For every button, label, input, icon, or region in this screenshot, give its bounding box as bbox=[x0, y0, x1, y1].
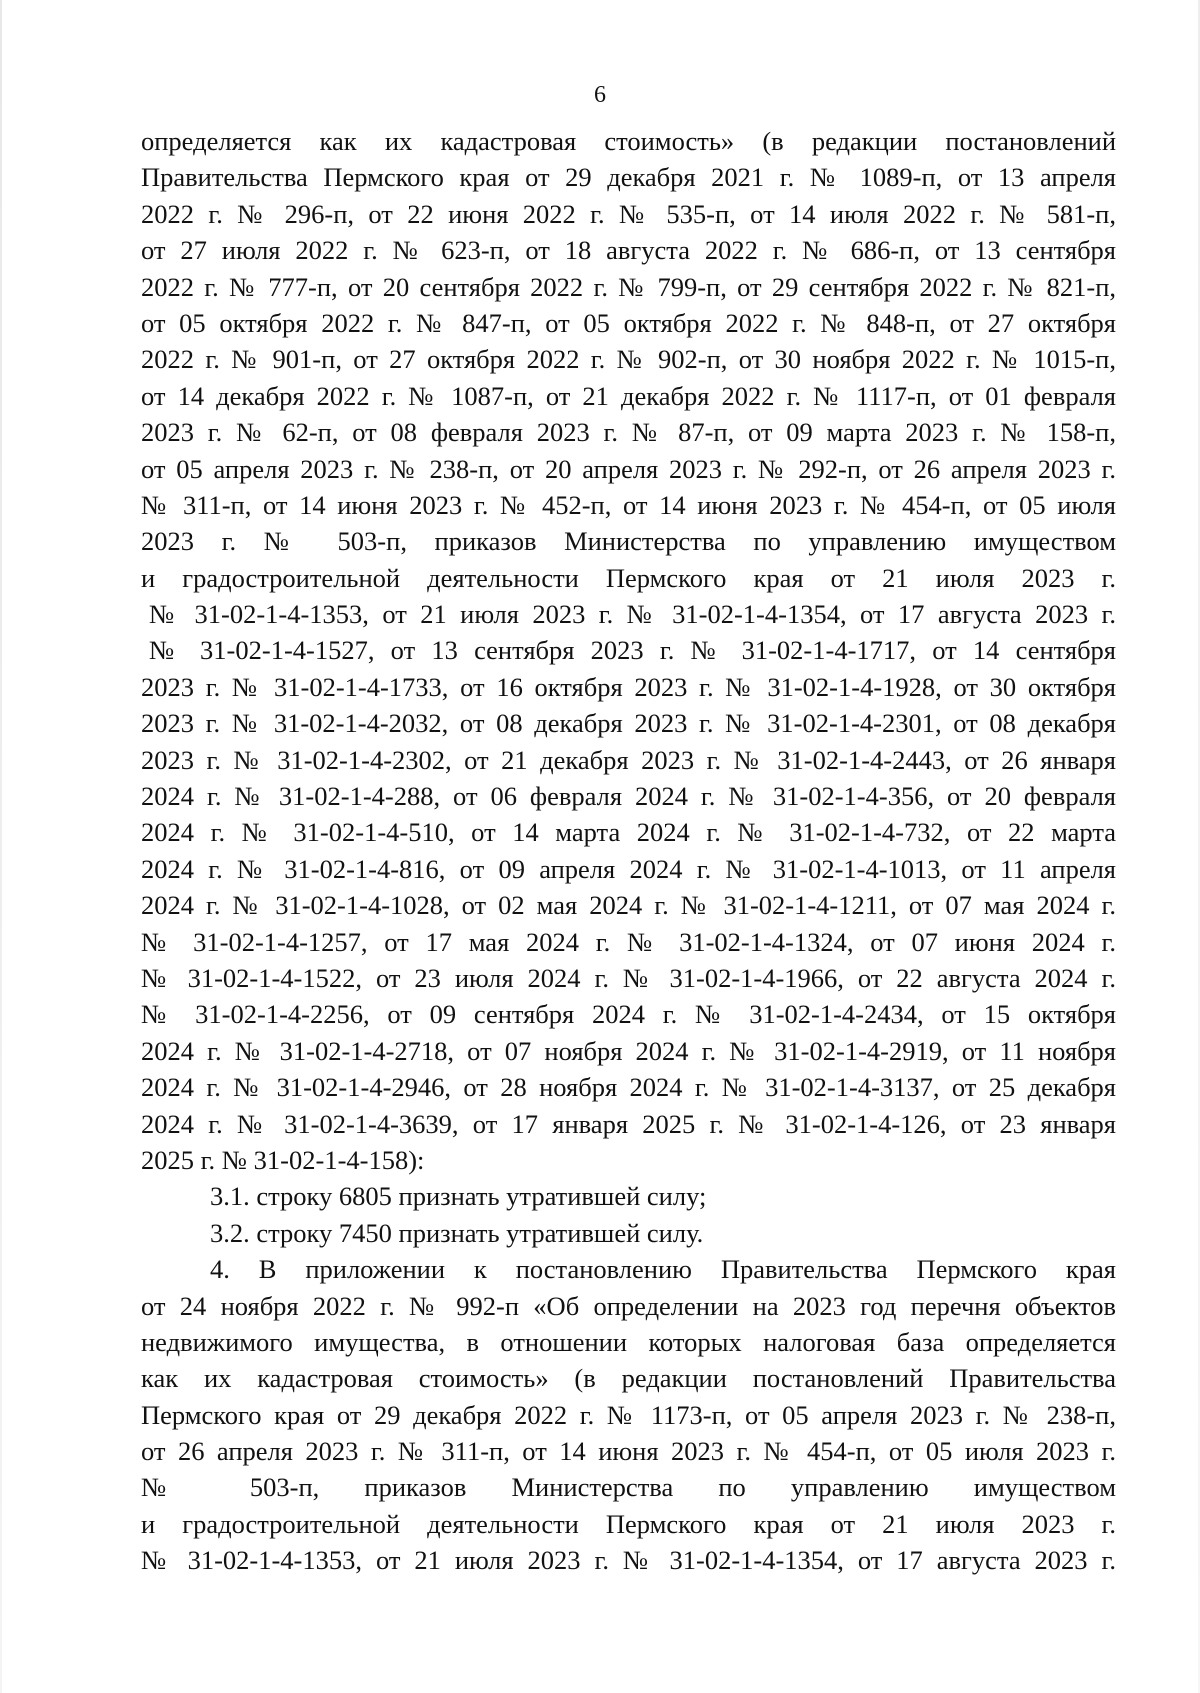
text-line: 2022 г. № 901-п, от 27 октября 2022 г. № 902-п, от 30 ноября 2022 г. № 1015-п, bbox=[141, 344, 1116, 375]
text-line: 2023 г. № 31-02-1-4-2032, от 08 декабря 2023 г. № 31-02-1-4-2301, от 08 декабря bbox=[141, 708, 1116, 739]
text-line: и градостроительной деятельности Пермского края от 21 июля 2023 г. bbox=[141, 562, 1116, 593]
text-line: 2024 г. № 31-02-1-4-2718, от 07 ноября 2024 г. № 31-02-1-4-2919, от 11 ноября bbox=[141, 1035, 1116, 1066]
text-line: 2022 г. № 777-п, от 20 сентября 2022 г. № 799-п, от 29 сентября 2022 г. № 821-п, bbox=[141, 271, 1116, 302]
scan-edge-left bbox=[0, 0, 2, 1693]
text-line: 2024 г. № 31-02-1-4-510, от 14 марта 2024 г. № 31-02-1-4-732, от 22 марта bbox=[141, 817, 1116, 848]
text-line: 2024 г. № 31-02-1-4-288, от 06 февраля 2024 г. № 31-02-1-4-356, от 20 февраля bbox=[141, 781, 1116, 812]
text-line: от 05 апреля 2023 г. № 238-п, от 20 апреля 2023 г. № 292-п, от 26 апреля 2023 г. bbox=[141, 453, 1116, 484]
text-line: № 503-п, приказов Министерства по управлению имуществом bbox=[141, 1472, 1116, 1503]
text-line: № 31-02-1-4-1353, от 21 июля 2023 г. № 31-02-1-4-1354, от 17 августа 2023 г. bbox=[149, 599, 1116, 630]
text-line: от 05 октября 2022 г. № 847-п, от 05 октября 2022 г. № 848-п, от 27 октября bbox=[141, 307, 1116, 338]
text-line: от 14 декабря 2022 г. № 1087-п, от 21 декабря 2022 г. № 1117-п, от 01 февраля bbox=[141, 380, 1116, 411]
text-line: как их кадастровая стоимость» (в редакции постановлений Правительства bbox=[141, 1363, 1116, 1394]
list-item: 3.1. строку 6805 признать утратившей силу; bbox=[210, 1181, 707, 1212]
text-line: от 27 июля 2022 г. № 623-п, от 18 августа 2022 г. № 686-п, от 13 сентября bbox=[141, 235, 1116, 266]
text-line: и градостроительной деятельности Пермского края от 21 июля 2023 г. bbox=[141, 1508, 1116, 1539]
paragraph-start: 4. В приложении к постановлению Правительства Пермского края bbox=[210, 1254, 1116, 1285]
text-line: № 31-02-1-4-2256, от 09 сентября 2024 г. № 31-02-1-4-2434, от 15 октября bbox=[141, 999, 1116, 1030]
text-line: Правительства Пермского края от 29 декабря 2021 г. № 1089-п, от 13 апреля bbox=[141, 162, 1116, 193]
text-line: недвижимого имущества, в отношении которых налоговая база определяется bbox=[141, 1326, 1116, 1357]
text-line: от 26 апреля 2023 г. № 311-п, от 14 июня 2023 г. № 454-п, от 05 июля 2023 г. bbox=[141, 1436, 1116, 1467]
text-line: 2023 г. № 503-п, приказов Министерства по управлению имуществом bbox=[141, 526, 1116, 557]
text-line: № 31-02-1-4-1522, от 23 июля 2024 г. № 31-02-1-4-1966, от 22 августа 2024 г. bbox=[141, 962, 1116, 993]
text-line: 2024 г. № 31-02-1-4-1028, от 02 мая 2024 г. № 31-02-1-4-1211, от 07 мая 2024 г. bbox=[141, 890, 1116, 921]
text-line: 2025 г. № 31-02-1-4-158): bbox=[141, 1144, 425, 1175]
document-body bbox=[141, 123, 1116, 1579]
text-line: 2024 г. № 31-02-1-4-2946, от 28 ноября 2024 г. № 31-02-1-4-3137, от 25 декабря bbox=[141, 1072, 1116, 1103]
text-line: 2024 г. № 31-02-1-4-3639, от 17 января 2025 г. № 31-02-1-4-126, от 23 января bbox=[141, 1108, 1116, 1139]
text-line: определяется как их кадастровая стоимость» (в редакции постановлений bbox=[141, 126, 1116, 156]
text-line: № 311-п, от 14 июня 2023 г. № 452-п, от 14 июня 2023 г. № 454-п, от 05 июля bbox=[141, 489, 1116, 520]
text-line: Пермского края от 29 декабря 2022 г. № 1173-п, от 05 апреля 2023 г. № 238-п, bbox=[141, 1399, 1116, 1430]
text-line: 2023 г. № 31-02-1-4-1733, от 16 октября 2023 г. № 31-02-1-4-1928, от 30 октября bbox=[141, 671, 1116, 702]
text-line: 2022 г. № 296-п, от 22 июня 2022 г. № 535-п, от 14 июля 2022 г. № 581-п, bbox=[141, 198, 1116, 229]
text-line: 2024 г. № 31-02-1-4-816, от 09 апреля 2024 г. № 31-02-1-4-1013, от 11 апреля bbox=[141, 853, 1116, 884]
text-line: от 24 ноября 2022 г. № 992-п «Об определении на 2023 год перечня объектов bbox=[141, 1290, 1116, 1321]
text-line: № 31-02-1-4-1527, от 13 сентября 2023 г. № 31-02-1-4-1717, от 14 сентября bbox=[149, 635, 1116, 666]
list-item: 3.2. строку 7450 признать утратившей силу. bbox=[210, 1217, 704, 1248]
text-line: № 31-02-1-4-1353, от 21 июля 2023 г. № 31-02-1-4-1354, от 17 августа 2023 г. bbox=[141, 1545, 1116, 1576]
page-number: 6 bbox=[594, 82, 606, 108]
text-line: 2023 г. № 31-02-1-4-2302, от 21 декабря 2023 г. № 31-02-1-4-2443, от 26 января bbox=[141, 744, 1116, 775]
text-line: № 31-02-1-4-1257, от 17 мая 2024 г. № 31-02-1-4-1324, от 07 июня 2024 г. bbox=[141, 926, 1116, 957]
text-line: 2023 г. № 62-п, от 08 февраля 2023 г. № 87-п, от 09 марта 2023 г. № 158-п, bbox=[141, 417, 1116, 448]
